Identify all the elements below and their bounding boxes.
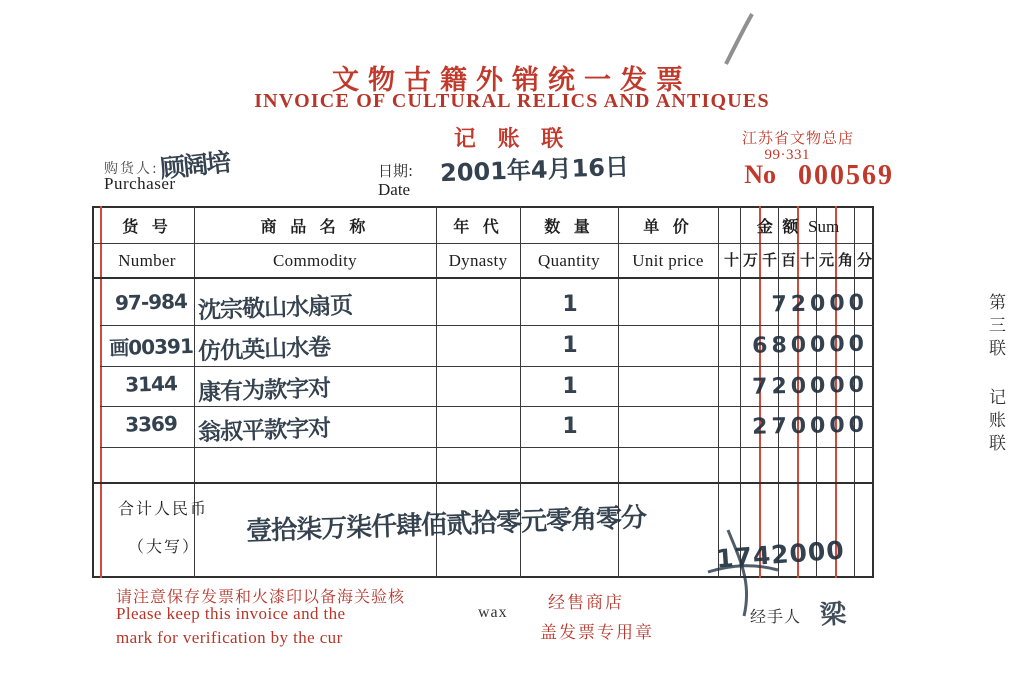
store-name: 江苏省文物总店 [741,129,854,147]
column-header-commodity-en: Commodity [273,251,357,270]
table-row: 680000 [751,331,869,359]
column-header-sum-en: Sum [807,217,840,236]
column-header-number-en: Number [118,251,176,270]
table-row: 270000 [751,412,869,440]
table-row: 翁叔平款字对 [197,415,331,447]
table-row: 3369 [124,411,178,437]
total-amount-words: 壹拾柒万柒仟肆佰贰拾零元零角零分 [245,503,647,547]
footer-notice-cn: 请注意保存发票和火漆印以备海关验核 [116,587,406,606]
invoice-copy-label: 记 账 联 [453,127,571,152]
column-header-quantity [520,214,618,271]
date-label-en: Date [378,180,411,199]
total-row-top-rule [92,482,874,484]
column-header-sum-cn: 金 额 [756,217,801,236]
store-code: 99·331 [764,147,810,163]
table-row: 720000 [751,372,869,400]
purchaser-label-cn: 购货人: [104,161,159,177]
footer-wax-label: wax [478,604,508,621]
date-label-cn: 日期: [378,162,414,180]
row-rule-2 [100,366,874,367]
table-row: 1 [562,292,578,317]
sum-unit-4: 十 [799,251,815,269]
footer-store-stamp-line1: 经售商店 [548,593,624,613]
table-row: 1 [562,374,578,399]
purchaser-label-en: Purchaser [104,174,176,193]
column-header-commodity [194,214,436,271]
footer-notice-en-line1: Please keep this invoice and the [116,604,346,623]
table-row: 97-984 [114,289,188,315]
column-header-dynasty [436,214,520,271]
sum-unit-1: 万 [742,251,758,269]
row-rule-1 [100,325,874,326]
table-row: 康有为款字对 [197,375,331,407]
invoice-title-en: INVOICE OF CULTURAL RELICS AND ANTIQUES [254,90,770,112]
column-header-sum [722,214,874,237]
table-row: 72000 [771,290,869,318]
sum-unit-3: 百 [780,251,796,269]
sum-unit-2: 千 [761,251,777,269]
footer-store-stamp-line2: 盖发票专用章 [540,623,654,643]
column-header-number-cn: 货 号 [122,217,172,236]
column-header-dynasty-en: Dynasty [448,251,508,270]
sum-unit-5: 元 [818,251,834,269]
invoice-no-value: 000569 [798,160,894,191]
copy-side-label: 第三联 记账联 [985,293,1005,457]
total-label: 合计人民币 [118,499,209,518]
column-header-number [100,214,194,271]
table-row: 1 [562,333,578,358]
table-row: 仿仇英山水卷 [197,334,331,366]
footer-clerk-signature: 梁 [818,598,848,632]
row-rule-4 [100,447,874,448]
total-label-uppercase: （大写） [128,537,201,556]
purchaser-value: 顾阔培 [158,147,231,184]
table-row: 1 [562,414,578,439]
sum-unit-headers [722,249,874,270]
column-header-unitprice-en: Unit price [632,251,704,270]
table-row: 画00391 [108,333,194,361]
header-bottom-rule [92,277,874,279]
column-header-unitprice-cn: 单 价 [643,217,693,236]
column-header-quantity-cn: 数 量 [544,217,594,236]
sum-unit-6: 角 [837,251,853,269]
table-row: 3144 [124,371,178,397]
footer-clerk-label: 经手人 [750,607,802,626]
col-sep-unitprice [718,206,719,578]
total-amount-figures: 1742000 [715,535,846,574]
invoice-title-cn: 文物古籍外销统一发票 [332,65,692,96]
sum-unit-0: 十 [723,251,739,269]
column-header-quantity-en: Quantity [538,251,600,270]
table-row: 沈宗敬山水扇页 [197,292,353,325]
date-value: 2001年4月16日 [439,152,630,188]
sum-unit-7: 分 [856,251,872,269]
column-header-unitprice [618,214,718,271]
footer-notice-en-line2: mark for verification by the cur [116,628,343,647]
invoice-no-label: No [744,160,776,189]
column-header-dynasty-cn: 年 代 [453,217,503,236]
column-header-commodity-cn: 商 品 名 称 [260,217,370,236]
